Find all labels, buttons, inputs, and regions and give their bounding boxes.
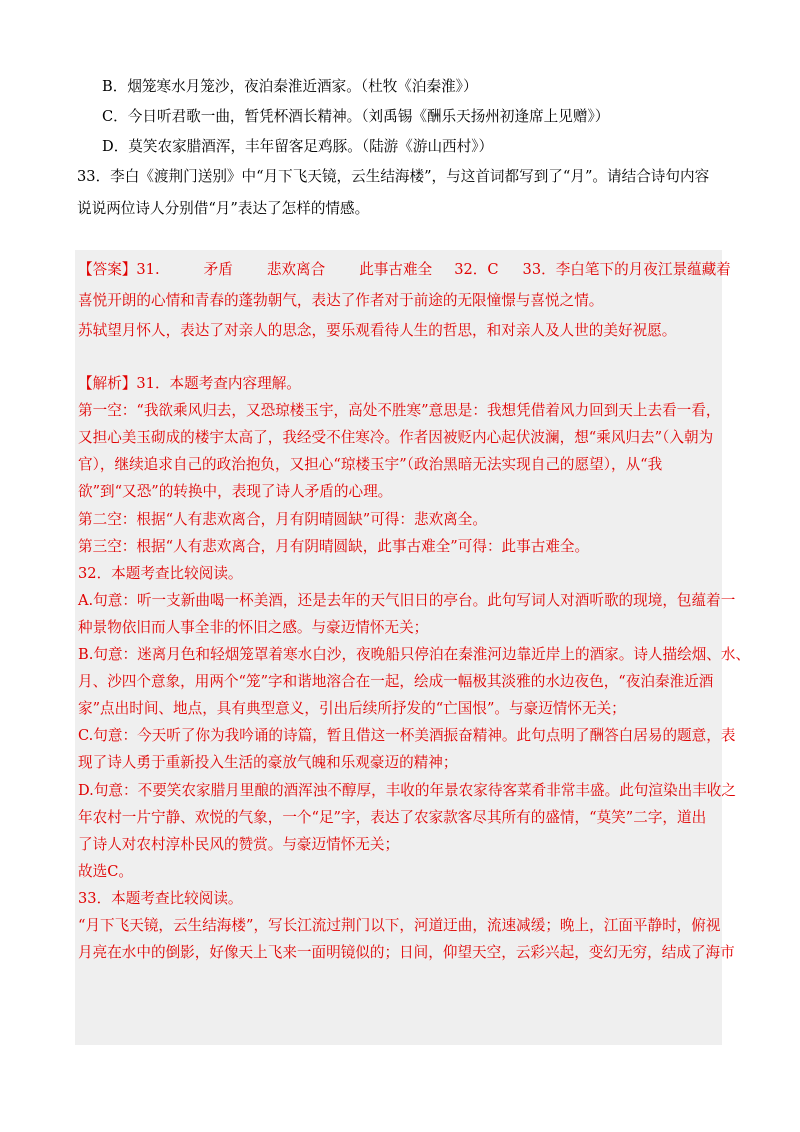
analysis-line: D.句意：不要笑农家腊月里酿的酒浑浊不醇厚，丰收的年景农家待客菜肴非常丰盛。此句渲染出丰收之	[78, 781, 736, 799]
analysis-line: 第一空：“我欲乘风归去，又恐琼楼玉宇，高处不胜寒”意思是：我想凭借着风力回到天上去看一看，	[78, 402, 721, 420]
answer-31-blank-2: 悲欢离合	[266, 261, 326, 278]
analysis-line: B.句意：迷离月色和轻烟笼罩着寒水白沙，夜晚船只停泊在秦淮河边靠近岸上的酒家。诗人描绘烟、水、	[78, 646, 751, 663]
analysis-line: 官），继续追求自己的政治抱负，又担心“琼楼玉宇”（政治黑暗无法实现自己的愿望），从“我	[78, 456, 663, 474]
analysis-line: 家”点出时间、地点，具有典型意义，引出后续所抒发的“亡国恨”。与豪迈情怀无关；	[78, 700, 626, 718]
option-b: B．烟笼寒水月笼沙，夜泊秦淮近酒家。（杜牧《泊秦淮》）	[102, 78, 478, 95]
answer-31-blank-1: 矛盾	[203, 261, 233, 278]
analysis-line: C.句意：今天听了你为我吟诵的诗篇，暂且借这一杯美酒振奋精神。此句点明了酬答白居易的题意，表	[78, 727, 736, 745]
answer-line-3: 苏轼望月怀人，表达了对亲人的思念，要乐观看待人生的哲思，和对亲人及人世的美好祝愿。	[78, 322, 677, 339]
answer-32: 32．C	[454, 261, 499, 278]
question-33-line-2: 说说两位诗人分别借“月”表达了怎样的情感。	[77, 200, 370, 217]
option-c: C．今日听君歌一曲，暂凭杯酒长精神。（刘禹锡《酬乐天扬州初逢席上见赠》）	[102, 108, 610, 125]
answer-31-num: 31.	[136, 261, 160, 278]
answer-33-start: 33．李白笔下的月夜江景蕴藏着	[522, 261, 731, 278]
analysis-line: 33．本题考查比较阅读。	[78, 889, 243, 907]
analysis-line: A.句意：听一支新曲喝一杯美酒，还是去年的天气旧日的亭台。此句写词人对酒听歌的现境，包蕴着一	[78, 591, 736, 609]
analysis-line: 又担心美玉砌成的楼宇太高了，我经受不住寒冷。作者因被贬内心起伏波澜，想“乘风归去”（入朝为	[78, 429, 714, 447]
analysis-line: 年农村一片宁静、欢悦的气象，一个“足”字，表达了农家款客尽其所有的盛情，“莫笑”二字，道出	[78, 808, 707, 826]
option-d: D．莫笑农家腊酒浑，丰年留客足鸡豚。（陆游《游山西村》）	[102, 138, 494, 155]
analysis-line: 了诗人对农村淳朴民风的赞赏。与豪迈情怀无关；	[78, 835, 400, 853]
answer-line-2: 喜悦开朗的心情和青春的蓬勃朝气，表达了作者对于前途的无限憧憬与喜悦之情。	[78, 292, 604, 309]
analysis-line: 月、沙四个意象，用两个“笼”字和谐地溶合在一起，绘成一幅极其淡雅的水边夜色，“夜泊秦淮近酒	[78, 673, 714, 691]
analysis-line: “月下飞天镜，云生结海楼”，写长江流过荆门以下，河道迂曲，流速减缓；晚上，江面平静时，俯视	[78, 917, 721, 934]
analysis-line: 故选C。	[78, 862, 133, 880]
analysis-line: 现了诗人勇于重新投入生活的豪放气魄和乐观豪迈的精神；	[78, 754, 458, 772]
analysis-line: 月亮在水中的倒影，好像天上飞来一面明镜似的；日间，仰望天空，云彩兴起，变幻无穷，结成了海市	[78, 944, 735, 962]
answer-31-blank-3: 此事古难全	[359, 261, 433, 278]
answer-line-1	[78, 260, 731, 280]
answer-label: 【答案】	[78, 261, 137, 278]
analysis-line: 第三空：根据“人有悲欢离合，月有阴晴圆缺，此事古难全”可得：此事古难全。	[78, 537, 590, 555]
analysis-line: 32．本题考查比较阅读。	[78, 564, 243, 582]
analysis-line: 种景物依旧而人事全非的怀旧之感。与豪迈情怀无关；	[78, 618, 429, 636]
analysis-line: 第二空：根据“人有悲欢离合，月有阴晴圆缺”可得：悲欢离全。	[78, 510, 487, 528]
question-33-line-1: 33．李白《渡荆门送别》中“月下飞天镜，云生结海楼”，与这首词都写到了“月”。请结合诗句内容	[77, 168, 710, 185]
analysis-line: 欲”到“又恐”的转换中，表现了诗人矛盾的心理。	[78, 483, 393, 501]
answer-panel	[75, 250, 751, 1045]
analysis-line: 【解析】31．本题考查内容理解。	[78, 375, 301, 392]
